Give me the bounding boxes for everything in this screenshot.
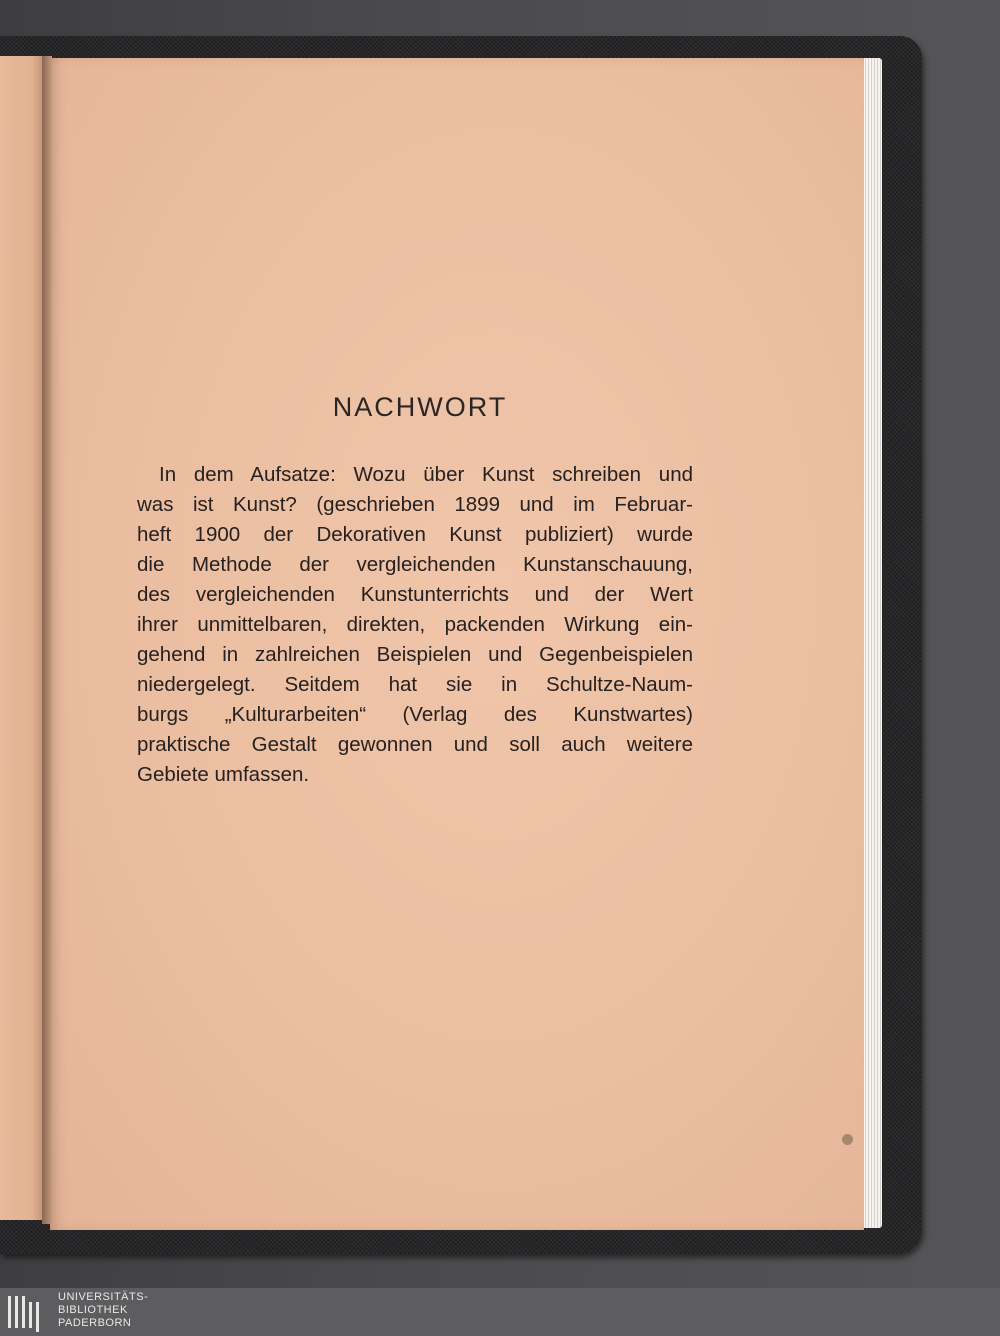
paragraph-line: die Methode der vergleichenden Kunstanschauung, xyxy=(137,553,693,576)
library-name xyxy=(58,1291,148,1330)
paragraph-line: des vergleichenden Kunstunterrichts und der Wert xyxy=(137,583,693,606)
paragraph-line: niedergelegt. Seitdem hat sie in Schultze-Naum- xyxy=(137,673,693,696)
library-name-line: UNIVERSITÄTS- xyxy=(58,1291,149,1303)
paper-spot xyxy=(842,1134,853,1145)
library-name-line: PADERBORN xyxy=(58,1317,132,1329)
book-gutter xyxy=(42,56,52,1224)
paragraph-line: In dem Aufsatze: Wozu über Kunst schreiben und xyxy=(159,463,693,486)
paragraph-line: burgs „Kulturarbeiten“ (Verlag des Kunstwartes) xyxy=(137,703,693,726)
paragraph-line: Gebiete umfassen. xyxy=(137,763,310,786)
paragraph-line: gehend in zahlreichen Beispielen und Gegenbeispielen xyxy=(137,643,693,666)
page-heading: NACHWORT xyxy=(332,392,508,422)
footer-bar xyxy=(0,1288,1000,1336)
paragraph-line: was ist Kunst? (geschrieben 1899 und im Februar- xyxy=(137,493,693,516)
library-name-line: BIBLIOTHEK xyxy=(58,1304,128,1316)
university-library-logo-icon xyxy=(6,1292,50,1332)
body-paragraph xyxy=(137,460,693,790)
paragraph-line: ihrer unmittelbaren, direkten, packenden Wirkung ein- xyxy=(137,613,693,636)
left-page xyxy=(0,56,46,1220)
paragraph-line: heft 1900 der Dekorativen Kunst publiziert) wurde xyxy=(137,523,693,546)
paragraph-line: praktische Gestalt gewonnen und soll auch weitere xyxy=(137,733,693,756)
